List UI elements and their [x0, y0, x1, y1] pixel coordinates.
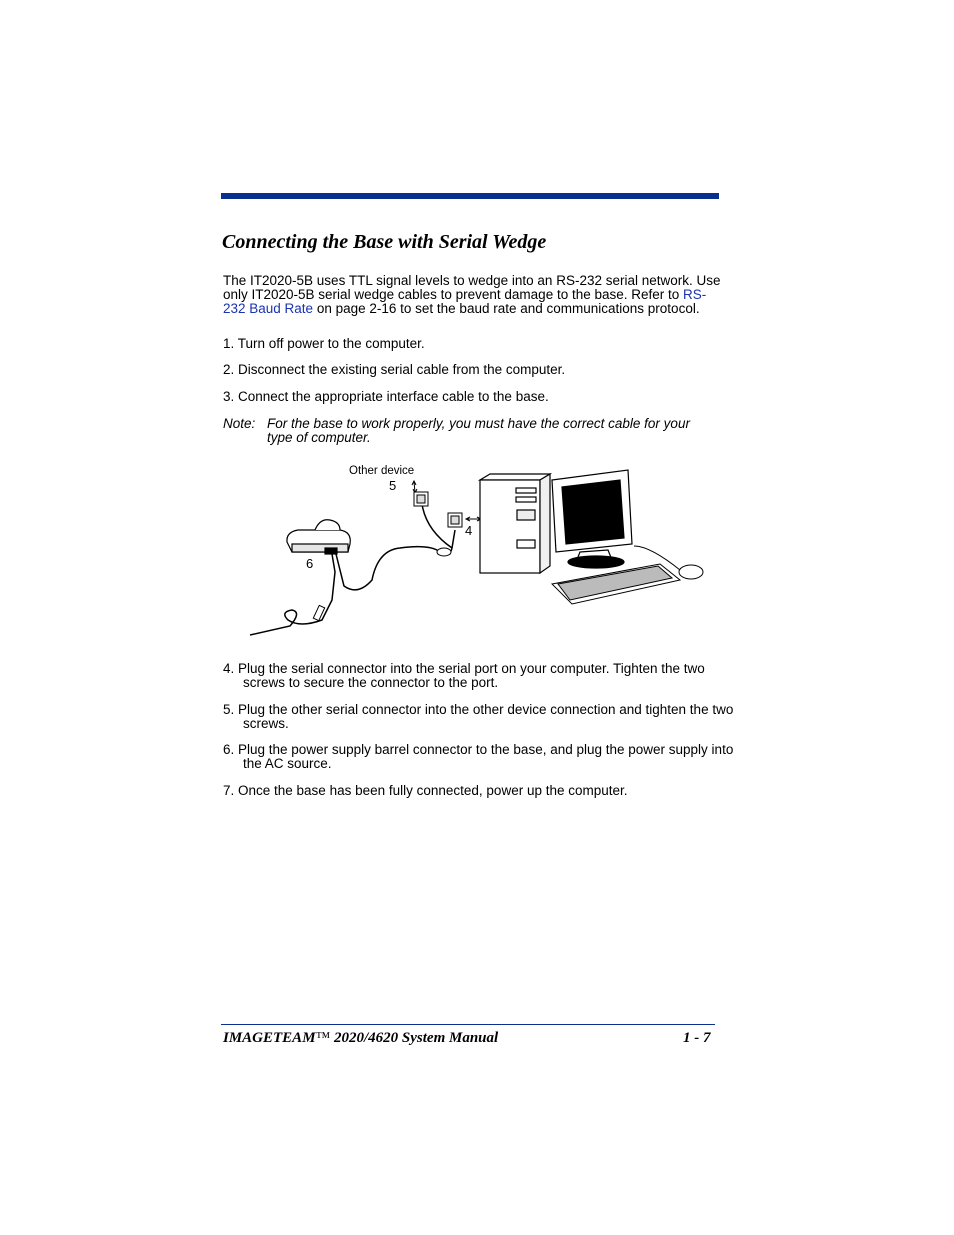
footer-manual-title: [223, 1030, 498, 1047]
step-1: 1. Turn off power to the computer.: [223, 336, 425, 351]
note-text: For the base to work properly, you must have the correct cable for your type of computer.: [267, 416, 690, 446]
footer-manual-rest: 2020/4620 System Manual: [330, 1030, 499, 1046]
callout-5-arrow: [412, 481, 417, 493]
computer-tower-drawing: [480, 474, 550, 573]
db9-connector-other-device: [414, 492, 428, 506]
step-7: 7. Once the base has been fully connected, power up the computer.: [223, 783, 628, 798]
step-4: 4. Plug the serial connector into the serial port on your computer. Tighten the two screws to secure the connector to the port.: [223, 661, 705, 691]
callout-6: 6: [306, 556, 314, 571]
header-rule: [221, 193, 719, 199]
note-label: Note:: [223, 416, 256, 431]
step-3: 3. Connect the appropriate interface cable to the base.: [223, 389, 549, 404]
callout-5: 5: [389, 478, 397, 493]
footer-trademark: ™: [315, 1030, 331, 1046]
monitor-drawing: [552, 470, 632, 568]
connection-diagram: [240, 460, 720, 640]
intro-text-end: on page 2-16 to set the baud rate and communications protocol.: [313, 301, 700, 317]
callout-4-arrow: [466, 517, 481, 521]
charging-base-drawing: [287, 520, 350, 554]
interface-cable: [336, 530, 455, 590]
footer-rule: [221, 1024, 715, 1025]
rs232-baud-rate-link[interactable]: RS-232 Baud Rate: [223, 287, 707, 317]
callout-4: 4: [465, 523, 473, 538]
keyboard-drawing: [552, 564, 680, 604]
db9-connector-computer: [448, 513, 462, 527]
intro-text-start: The IT2020-5B uses TTL signal levels to wedge into an RS-232 serial network. Use only IT2020-5B serial wedge cables to prevent damage to the base. Refer to: [223, 273, 721, 303]
power-cable: [250, 554, 335, 635]
step-6: 6. Plug the power supply barrel connector to the base, and plug the power supply into the AC source.: [223, 742, 734, 772]
intro-paragraph: [223, 274, 723, 317]
other-device-label: Other device: [349, 465, 415, 477]
footer-manual-name: IMAGETEAM: [223, 1030, 316, 1046]
step-5: 5. Plug the other serial connector into the other device connection and tighten the two screws.: [223, 702, 734, 732]
step-2: 2. Disconnect the existing serial cable from the computer.: [223, 362, 566, 377]
section-title: Connecting the Base with Serial Wedge: [222, 231, 547, 253]
footer-page-number: 1 - 7: [683, 1030, 711, 1046]
